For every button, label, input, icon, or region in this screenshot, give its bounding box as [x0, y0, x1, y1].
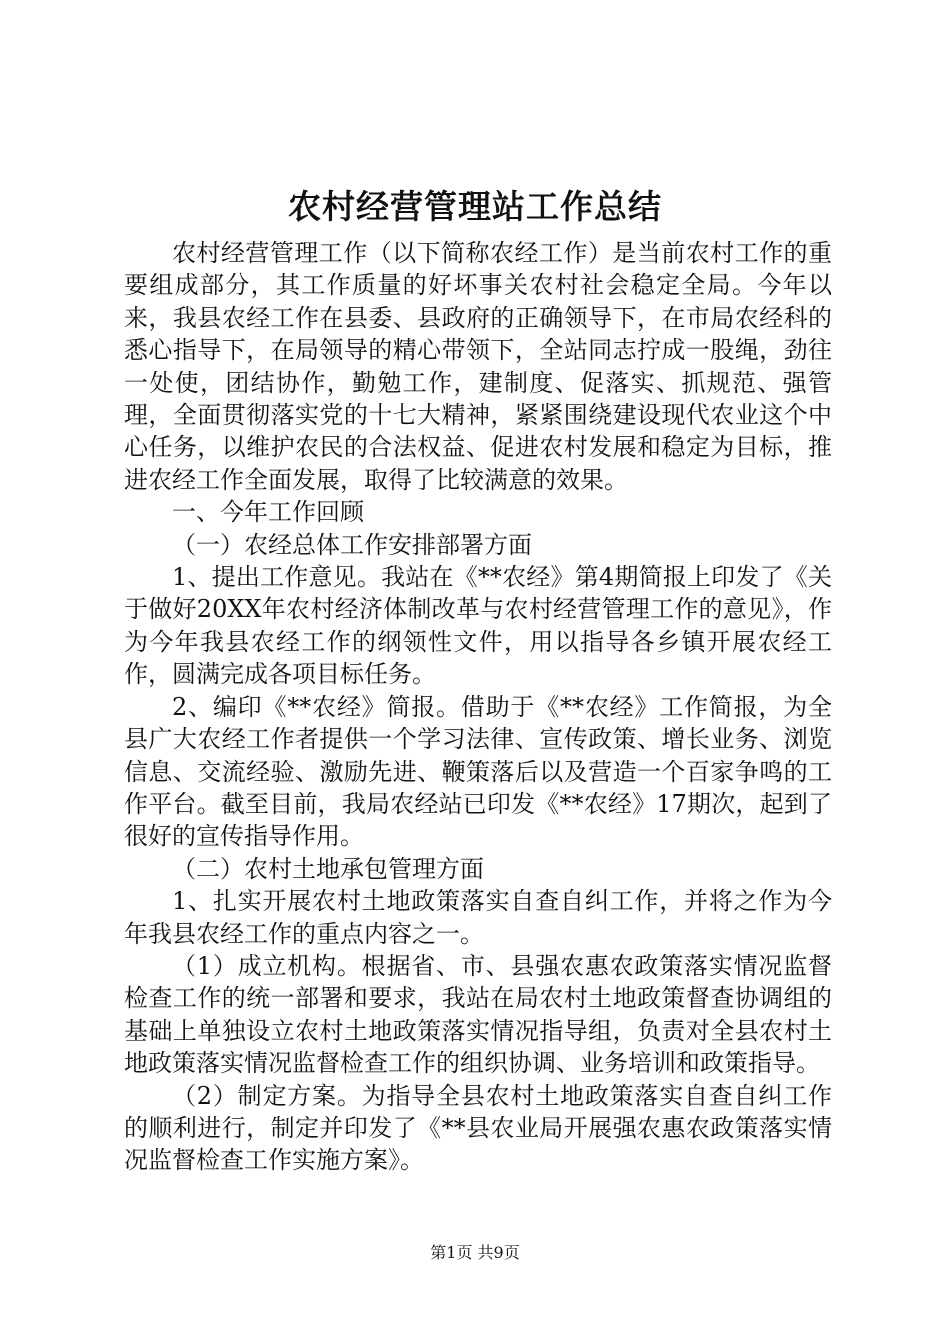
- page-footer: 第1页 共9页: [430, 1243, 520, 1262]
- paragraph-land-sub-1: （1）成立机构。根据省、市、县强农惠农政策落实情况监督检查工作的统一部署和要求，我站在局农村土地政策督查协调组的基础上单独设立农村土地政策落实情况指导组，负责对全县农村土地政策落实情况监督检查工作的组织协调、业务培训和政策指导。: [124, 951, 832, 1078]
- document-body: [124, 237, 832, 1177]
- section-heading-review: 一、今年工作回顾: [172, 498, 364, 527]
- subsection-heading-overall: （一）农经总体工作安排部署方面: [172, 530, 532, 559]
- document-title: 农村经营管理站工作总结: [288, 187, 662, 226]
- paragraph-intro: 农村经营管理工作（以下简称农经工作）是当前农村工作的重要组成部分，其工作质量的好坏事关农村社会稳定全局。今年以来，我县农经工作在县委、县政府的正确领导下，在市局农经科的悉心指导下，在局领导的精心带领下，全站同志拧成一股绳，劲往一处使，团结协作，勤勉工作，建制度、促落实、抓规范、强管理，全面贯彻落实党的十七大精神，紧紧围绕建设现代农业这个中心任务，以维护农民的合法权益、促进农村发展和稳定为目标，推进农经工作全面发展，取得了比较满意的效果。: [124, 239, 832, 494]
- paragraph-item-1: 1、提出工作意见。我站在《**农经》第4期简报上印发了《关于做好20XX年农村经济体制改革与农村经营管理工作的意见》，作为今年我县农经工作的纲领性文件，用以指导各乡镇开展农经工作，圆满完成各项目标任务。: [124, 563, 832, 689]
- paragraph-item-2: 2、编印《**农经》简报。借助于《**农经》工作简报，为全县广大农经工作者提供一个学习法律、宣传政策、增长业务、浏览信息、交流经验、激励先进、鞭策落后以及营造一个百家争鸣的工作平台。截至目前，我局农经站已印发《**农经》17期次，起到了很好的宣传指导作用。: [124, 692, 832, 851]
- paragraph-land-sub-2: （2）制定方案。为指导全县农村土地政策落实自查自纠工作的顺利进行，制定并印发了《**县农业局开展强农惠农政策落实情况监督检查工作实施方案》。: [124, 1081, 832, 1175]
- paragraph-land-item-1: 1、扎实开展农村土地政策落实自查自纠工作，并将之作为今年我县农经工作的重点内容之一。: [124, 887, 832, 948]
- subsection-heading-land: （二）农村土地承包管理方面: [172, 854, 484, 883]
